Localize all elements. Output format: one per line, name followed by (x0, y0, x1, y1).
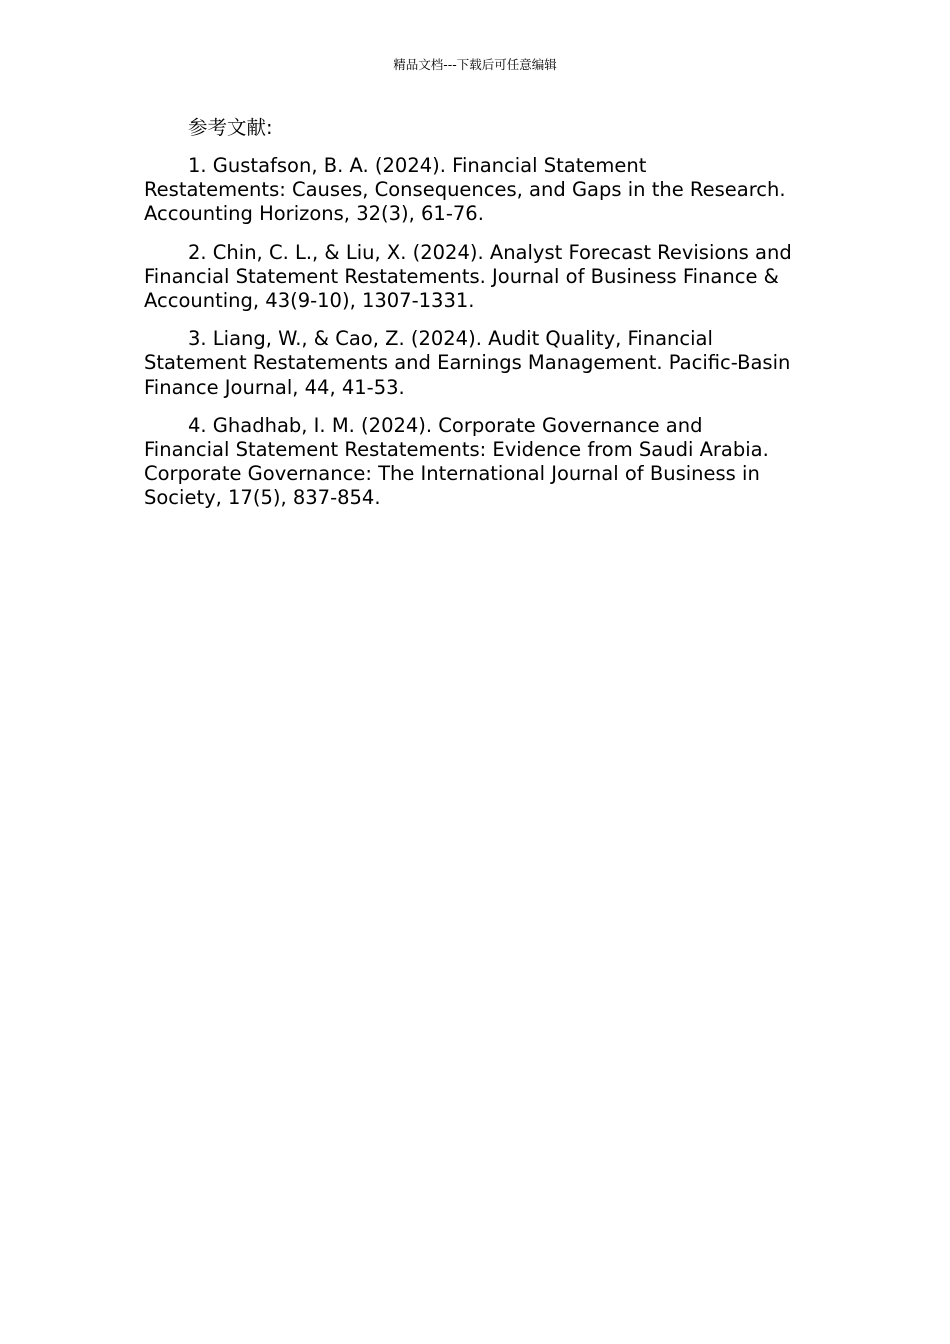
header-watermark-text: 精品文档---下载后可任意编辑 (393, 57, 557, 72)
reference-list (144, 154, 794, 511)
reference-item-2: 2. Chin, C. L., & Liu, X. (2024). Analyst Forecast Revisions and Financial Statement Restatements. Journal of Business Finance & Accounting, 43(9-10), 1307-1331. (144, 240, 792, 313)
reference-item-4: 4. Ghadhab, I. M. (2024). Corporate Governance and Financial Statement Restatements: Evidence from Saudi Arabia. Corporate Governance: The International Journal of Business in Society, 17(5), 837-854. (144, 413, 769, 510)
references-heading: 参考文献: (188, 116, 273, 139)
reference-item-3: 3. Liang, W., & Cao, Z. (2024). Audit Quality, Financial Statement Restatements and Earnings Management. Pacific-Basin Finance Journal, 44, 41-53. (144, 327, 791, 399)
reference-item-1: 1. Gustafson, B. A. (2024). Financial Statement Restatements: Causes, Consequences, and Gaps in the Research. Accounting Horizons, 32(3), 61-76. (144, 154, 786, 226)
page-header (0, 57, 950, 73)
references-section (144, 116, 794, 525)
